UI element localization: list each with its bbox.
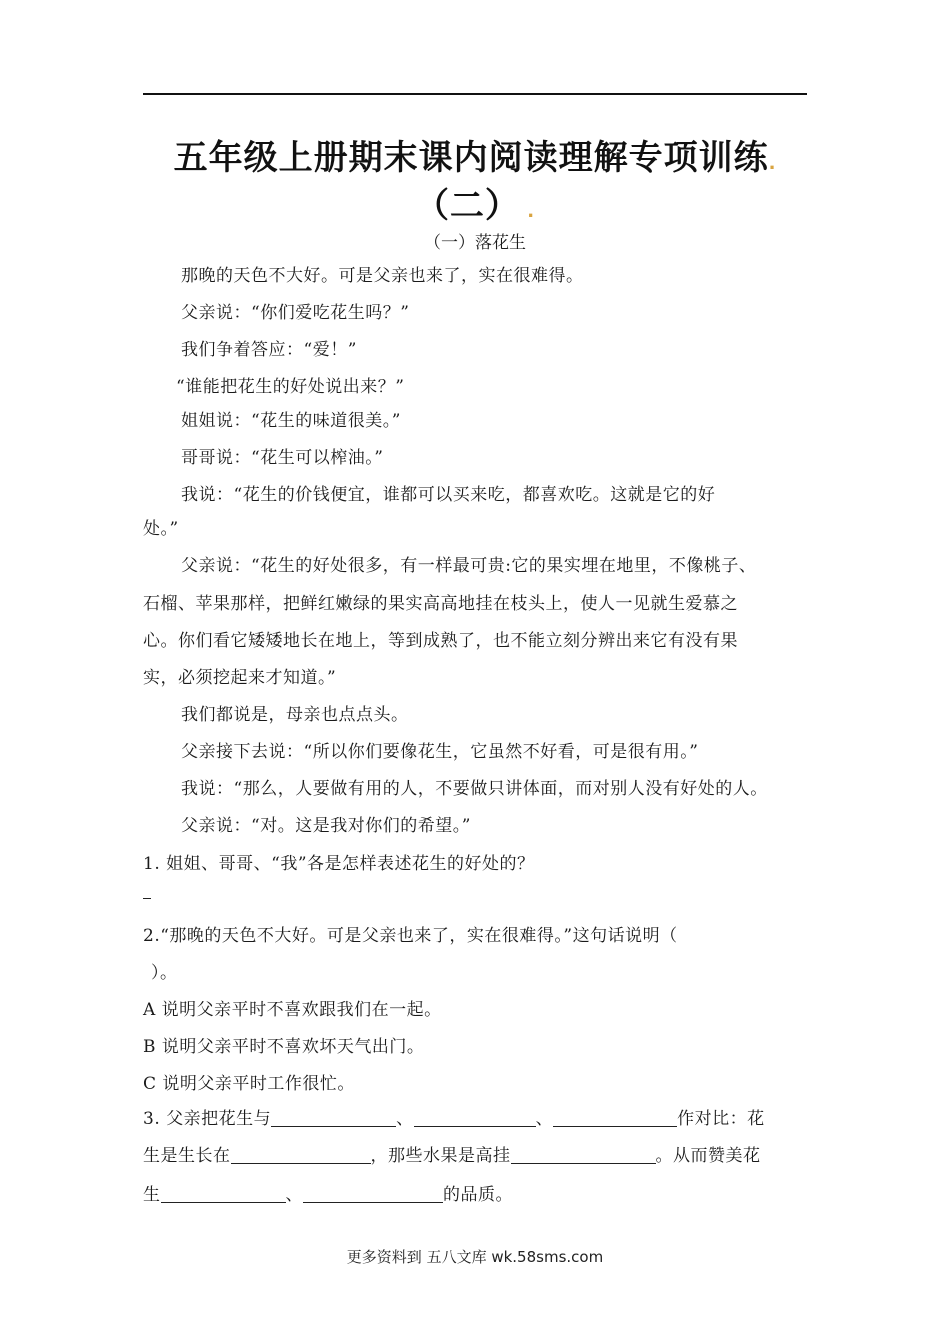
decorative-dot: . — [519, 201, 536, 222]
passage-line: 父亲说：“对。这是我对你们的希望。” — [181, 816, 471, 836]
footer-text: 更多资料到 五八文库 wk.58sms.com — [346, 1248, 604, 1266]
question-3-line3: 生 、 的品质。 — [143, 1185, 513, 1205]
header-rule — [143, 93, 807, 95]
answer-line — [143, 898, 151, 899]
option-a: A 说明父亲平时不喜欢跟我们在一起。 — [143, 1000, 442, 1020]
option-c: C 说明父亲平时工作很忙。 — [143, 1074, 355, 1094]
passage-line: 我说：“那么，人要做有用的人，不要做只讲体面，而对别人没有好处的人。 — [181, 779, 768, 799]
option-b: B 说明父亲平时不喜欢坏天气出门。 — [143, 1037, 425, 1057]
fill-blank[interactable] — [161, 1184, 286, 1203]
passage-line: 我们争着答应：“爱！” — [181, 340, 357, 360]
passage-line: 我们都说是，母亲也点点头。 — [181, 705, 409, 725]
passage-line: 父亲说：“花生的好处很多，有一样最可贵:它的果实埋在地里，不像桃子、 — [181, 556, 757, 576]
passage-line: 姐姐说：“花生的味道很美。” — [181, 411, 401, 431]
question-2: 2.“那晚的天色不大好。可是父亲也来了，实在很难得。”这句话说明（ — [143, 926, 678, 946]
passage-line: 处。” — [143, 519, 179, 539]
fill-blank[interactable] — [231, 1145, 371, 1164]
question-3-line1: 3. 父亲把花生与 、 、 作对比：花 — [143, 1109, 765, 1129]
fill-blank[interactable] — [511, 1145, 656, 1164]
page-title-line1: 五年级上册期末课内阅读理解专项训练. — [173, 138, 777, 178]
question-2-paren: ）。 — [151, 963, 178, 983]
question-1: 1. 姐姐、哥哥、“我”各是怎样表述花生的好处的？ — [143, 854, 535, 874]
fill-blank[interactable] — [553, 1108, 677, 1127]
passage-line: 哥哥说：“花生可以榨油。” — [181, 448, 384, 468]
passage-line: 父亲接下去说：“所以你们要像花生，它虽然不好看，可是很有用。” — [181, 742, 699, 762]
section-title: （一）落花生 — [424, 233, 526, 253]
passage-line: 父亲说：“你们爱吃花生吗？” — [181, 303, 410, 323]
passage-line: 实，必须挖起来才知道。” — [143, 668, 337, 688]
fill-blank[interactable] — [271, 1108, 396, 1127]
passage-line: 我说：“花生的价钱便宜，谁都可以买来吃，都喜欢吃。这就是它的好 — [181, 485, 716, 505]
passage-line: 石榴、苹果那样，把鲜红嫩绿的果实高高地挂在枝头上，使人一见就生爱慕之 — [143, 594, 738, 614]
passage-line: “谁能把花生的好处说出来？” — [176, 377, 405, 397]
question-3-line2: 生是生长在 ，那些水果是高挂 。从而赞美花 — [143, 1146, 761, 1166]
passage-line: 那晚的天色不大好。可是父亲也来了，实在很难得。 — [181, 266, 584, 286]
passage-line: 心。你们看它矮矮地长在地上，等到成熟了，也不能立刻分辨出来它有没有果 — [143, 631, 738, 651]
fill-blank[interactable] — [303, 1184, 443, 1203]
decorative-dot: . — [768, 153, 777, 174]
page-title-line2: （二） . — [414, 186, 536, 226]
fill-blank[interactable] — [414, 1108, 536, 1127]
